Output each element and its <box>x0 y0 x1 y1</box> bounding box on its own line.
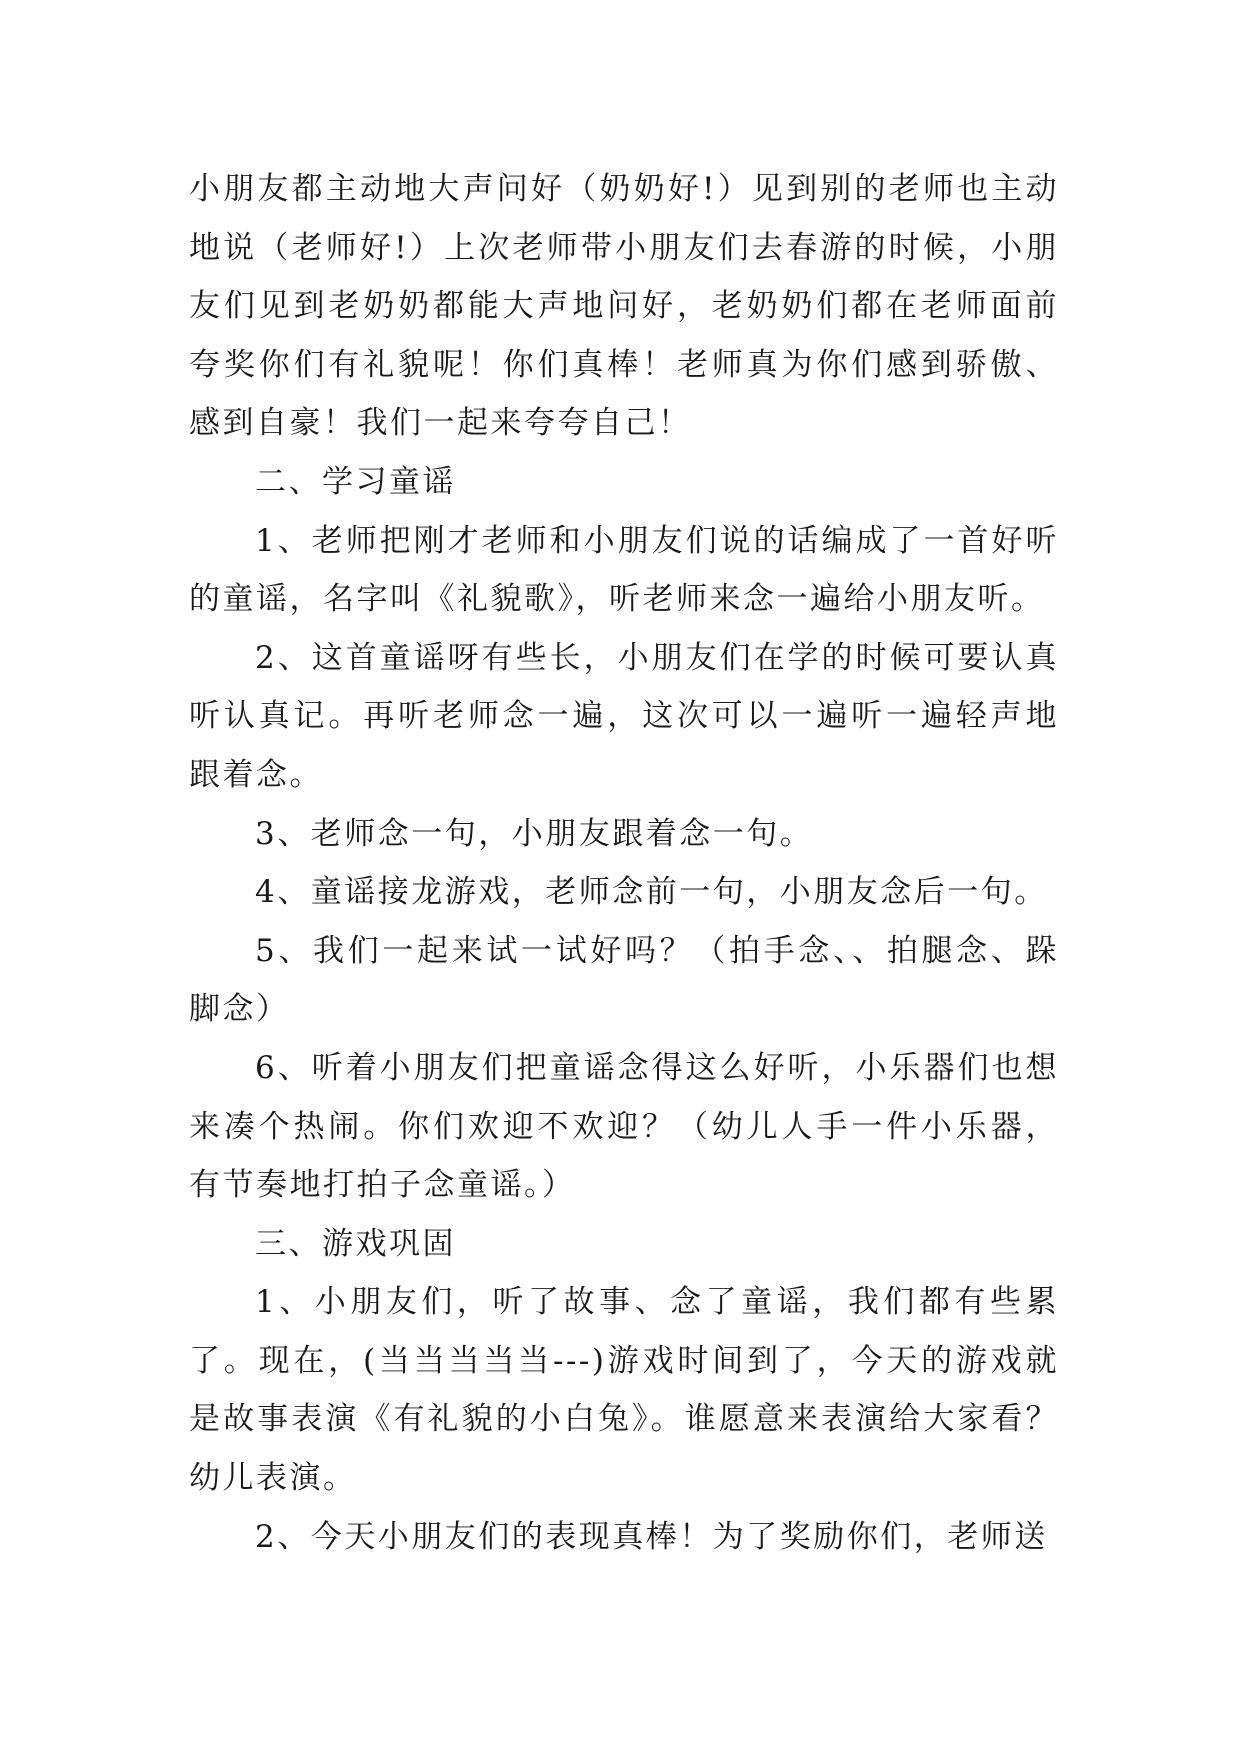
paragraph-2-1: 1、老师把刚才老师和小朋友们说的话编成了一首好听的童谣，名字叫《礼貌歌》，听老师来念一遍给小朋友听。 <box>189 522 1059 618</box>
paragraph-2-5: 5、我们一起来试一试好吗？（拍手念、、拍腿念、跺脚念） <box>189 932 1059 1028</box>
paragraph-3-1: 1、小朋友们，听了故事、念了童谣，我们都有些累了。现在，(当当当当当---)游戏时间到了，今天的游戏就是故事表演《有礼貌的小白兔》。谁愿意来表演给大家看？幼儿表演。 <box>189 1284 1059 1497</box>
paragraph-3-2: 2、今天小朋友们的表现真棒！为了奖励你们，老师送 <box>255 1518 1048 1555</box>
document-body <box>189 160 1059 1566</box>
paragraph-2-2: 2、这首童谣呀有些长，小朋友们在学的时候可要认真听认真记。再听老师念一遍，这次可以一遍听一遍轻声地跟着念。 <box>189 639 1059 793</box>
paragraph-2-3: 3、老师念一句，小朋友跟着念一句。 <box>255 815 814 852</box>
paragraph-1: 小朋友都主动地大声问好（奶奶好!）见到别的老师也主动地说（老师好!）上次老师带小朋友们去春游的时候，小朋友们见到老奶奶都能大声地问好，老奶奶们都在老师面前夸奖你们有礼貌呢！你们真棒！老师真为你们感到骄傲、感到自豪！我们一起来夸夸自己！ <box>189 171 1059 442</box>
section-heading-3: 三、游戏巩固 <box>255 1225 456 1262</box>
paragraph-2-6: 6、听着小朋友们把童谣念得这么好听，小乐器们也想来凑个热闹。你们欢迎不欢迎？（幼儿人手一件小乐器，有节奏地打拍子念童谣。） <box>189 1049 1059 1204</box>
section-heading-2: 二、学习童谣 <box>255 463 456 500</box>
paragraph-2-4: 4、童谣接龙游戏，老师念前一句，小朋友念后一句。 <box>255 874 1048 911</box>
